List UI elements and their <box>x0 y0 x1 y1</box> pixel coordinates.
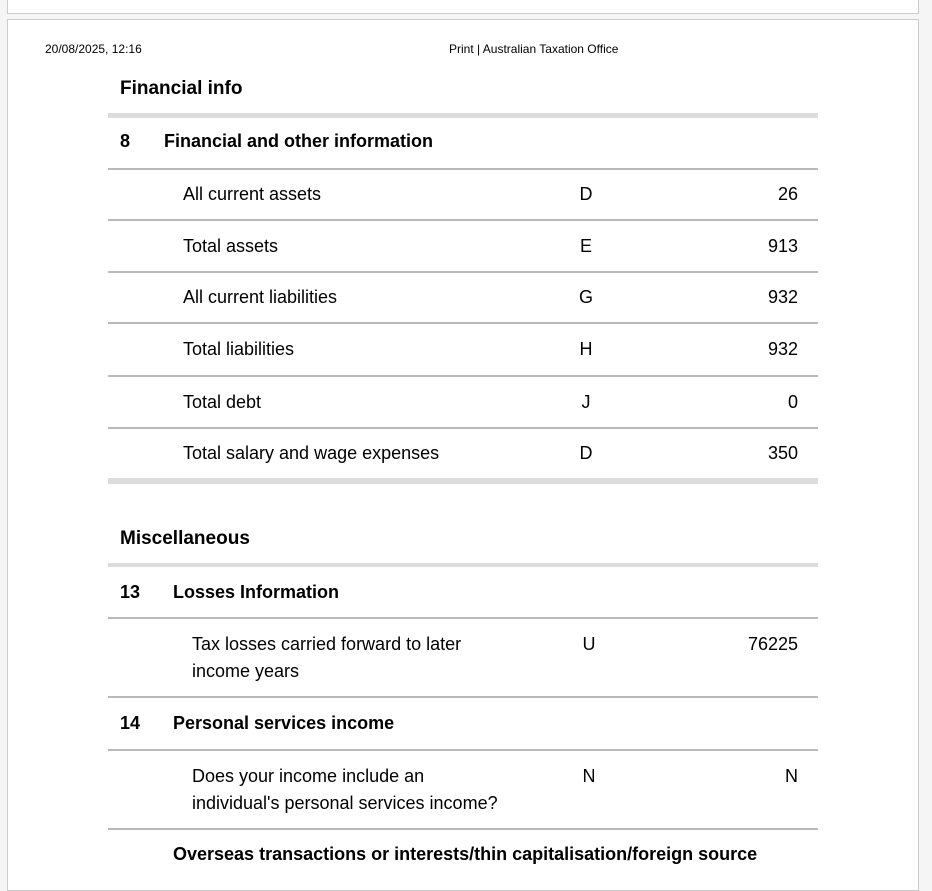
row-label: individual's personal services income? <box>192 793 498 813</box>
row-value: 0 <box>787 392 798 412</box>
row-code: N <box>582 766 596 786</box>
row-code: J <box>581 392 591 412</box>
row-code: H <box>579 339 593 359</box>
print-datetime: 20/08/2025, 12:16 <box>45 42 142 56</box>
row-value: N <box>785 766 798 786</box>
row-code: E <box>579 236 592 256</box>
row-code: G <box>578 287 593 307</box>
row-label: Tax losses carried forward to later <box>192 634 462 654</box>
row-label: Total debt <box>183 392 262 412</box>
divider <box>108 375 818 377</box>
print-title: Print | Australian Taxation Office <box>449 42 619 56</box>
row-label: Does your income include an <box>192 766 425 786</box>
divider <box>108 478 818 484</box>
financial-info-heading: Financial info <box>120 78 243 99</box>
row-label: Total liabilities <box>183 339 295 359</box>
divider <box>108 749 818 751</box>
section-title: Personal services income <box>173 713 395 733</box>
row-label: Total assets <box>183 236 279 256</box>
divider <box>108 828 818 830</box>
section-number: 13 <box>120 582 141 602</box>
divider <box>108 113 818 118</box>
divider <box>108 271 818 273</box>
divider <box>108 427 818 429</box>
row-label: income years <box>192 661 300 681</box>
row-code: U <box>582 634 596 654</box>
previous-page <box>7 0 919 14</box>
row-code: D <box>579 443 593 463</box>
row-label: Total salary and wage expenses <box>183 443 440 463</box>
section-title: Financial and other information <box>164 131 434 151</box>
section-title: Losses Information <box>173 582 340 602</box>
row-value: 76225 <box>747 634 798 654</box>
row-value: 913 <box>767 236 798 256</box>
divider <box>108 168 818 170</box>
row-value: 932 <box>767 287 798 307</box>
section-title: Overseas transactions or interests/thin capitalisation/foreign source <box>173 844 758 864</box>
row-value: 350 <box>767 443 798 463</box>
section-number: 14 <box>120 713 141 733</box>
row-label: All current liabilities <box>183 287 338 307</box>
section-number: 8 <box>120 131 131 151</box>
row-value: 26 <box>777 184 798 204</box>
row-label: All current assets <box>183 184 322 204</box>
divider <box>108 219 818 221</box>
miscellaneous-heading: Miscellaneous <box>120 528 250 549</box>
divider <box>108 696 818 698</box>
divider <box>108 322 818 324</box>
row-code: D <box>579 184 593 204</box>
divider <box>108 563 818 567</box>
divider <box>108 617 818 619</box>
row-value: 932 <box>767 339 798 359</box>
